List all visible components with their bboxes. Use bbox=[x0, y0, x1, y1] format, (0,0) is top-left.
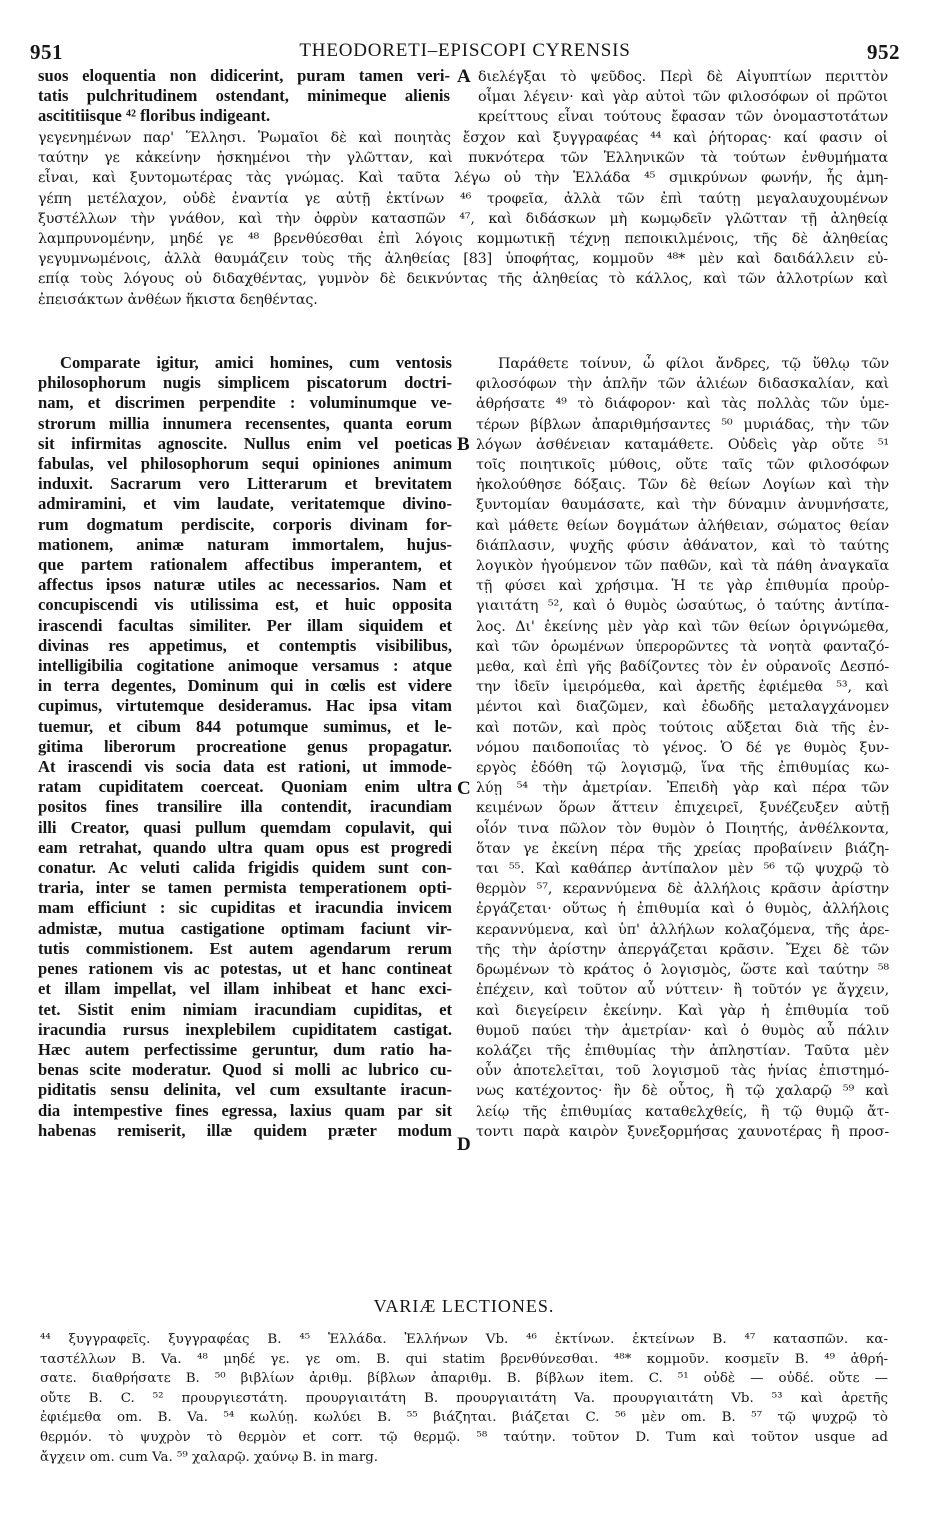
text-line: νως κατέχοντος· ἢν δὲ οὗτος, ἢ τῷ χαλαρῷ ⁵⁹ καὶ bbox=[476, 1083, 889, 1100]
column-marker-a: A bbox=[457, 66, 471, 87]
text-line: ratam cupiditatem coerceat. Quoniam enim ultra bbox=[38, 777, 452, 797]
text-line: piditatis sensu delinita, vel cum exsultante iracun- bbox=[38, 1080, 452, 1100]
page-number-left: 951 bbox=[30, 40, 63, 64]
text-line: philosophorum nugis simplicem piscatorum doctri- bbox=[38, 373, 452, 393]
text-line: nam, et discrimen perpendite : voluminumque ve- bbox=[38, 393, 452, 413]
text-line: λείῳ τῆς ἐπιθυμίας καταθελχθείς, ἢ τῷ θυμῷ ἄτ- bbox=[476, 1103, 889, 1120]
text-line: οὖν ἀποτελεῖται, τοῦ λογισμοῦ τὰς ἡνίας ἐπιστημό- bbox=[476, 1063, 889, 1080]
greek-column bbox=[476, 354, 889, 1142]
text-line: τοντι παρὰ καιρὸν ξυνεξορμήσας χαυνοτέρας ἢ προσ- bbox=[476, 1123, 889, 1140]
text-line: que partem rationalem affectibus imperantem, et bbox=[38, 555, 452, 575]
text-line: οἷόν τινα πῶλον τὸν θυμὸν ὁ Ποιητής, ἀνθέλκοντα, bbox=[476, 820, 889, 837]
text-line: tatis pulchritudinem ostendant, minimeque alienis bbox=[38, 86, 450, 106]
text-line: γιαιτάτη ⁵², καὶ ὁ θυμὸς ὡσαύτως, ὁ ταύτης ἀντίπα- bbox=[476, 598, 889, 615]
text-line: ὅταν γε ἐκείνη πέρα τῆς χρείας προβαίνειν βιάζη- bbox=[476, 840, 889, 857]
text-line: λύῃ ⁵⁴ τὴν ἀμετρίαν. Ἐπειδὴ γὰρ καὶ πέρα τῶν bbox=[476, 780, 889, 797]
text-line: θερμὸν ⁵⁷, κεραννύμενα δὲ ἀλλήλοις κρᾶσιν ἀρίστην bbox=[476, 881, 889, 898]
text-line: strorum millia innumera recensentes, quanta eorum bbox=[38, 413, 452, 433]
text-line: μέντοι καὶ διαζῶμεν, καὶ ἐδωδῆς μεταλαγχάνομεν bbox=[476, 699, 889, 716]
column-marker-d: D bbox=[457, 1134, 471, 1155]
text-line: rum dogmatum perdiscite, corporis divinam for- bbox=[38, 514, 452, 534]
note-line: ταστέλλων B. Va. ⁴⁸ μηδέ γε. γε om. B. qui statim βρενθύνεσθαι. ⁴⁸* κομμοῦν. κοσμεῖν B. ⁴⁹ ἀθρή- bbox=[40, 1351, 888, 1367]
text-line: ξυστέλλων τὴν γνάθον, καὶ τὴν ὀφρὺν κατασπῶν ⁴⁷, καὶ διδάσκων μὴ κωμῳδεῖν γλῶτταν τῇ ἀληθείᾳ bbox=[38, 210, 888, 227]
text-line: γεγυμνωμένοις, ἀλλὰ θαυμάζειν τοὺς τῆς ἀληθείας [83] ὑποφήτας, κομμοῦν ⁴⁸* μὲν καὶ δαιδάλλειν εὐ- bbox=[38, 251, 888, 268]
text-line: τῇ φύσει καὶ χρήσιμα. Ἡ τε γὰρ ἐπιθυμία προὐρ- bbox=[476, 578, 889, 595]
text-line: κολάζει τῆς ἐπιθυμίας τὴν ἀπληστίαν. Ταῦτα μὲν bbox=[476, 1042, 889, 1059]
text-line: κειμένων ὅρων ἅττειν ἐπιχειρεῖ, ξυνέζευξεν αὐτῇ bbox=[476, 800, 889, 817]
text-line: suos eloquentia non didicerint, puram tamen veri- bbox=[38, 66, 450, 85]
text-line: concupiscendi vis utilissima est, et huic opposita bbox=[38, 595, 452, 615]
top-latin-text bbox=[38, 66, 450, 127]
text-line: τοῖς ποιητικοῖς μύθοις, οὔτε ταῖς τῶν φιλοσόφων bbox=[476, 457, 889, 474]
full-width-greek-paragraph bbox=[38, 128, 888, 310]
text-line: εργὸς ἐδόθη τῷ λογισμῷ, ἵνα τῆς ἐπιθυμίας κω- bbox=[476, 760, 889, 777]
variae-lectiones-title: VARIÆ LECTIONES. bbox=[373, 1296, 555, 1316]
text-line: την ἰδεῖν ἱμειρόμεθα, καὶ ἀρετῆς ἐφιέμεθα ⁵³, καὶ bbox=[476, 679, 889, 696]
text-line: cupimus, virtutemque desideramus. Hac ipsa vitam bbox=[38, 696, 452, 716]
running-title: THEODORETI–EPISCOPI CYRENSIS bbox=[299, 40, 631, 61]
text-line: καὶ τῶν ὁρωμένων ὑπερορῶντες τὰ νοητὰ φανταζό- bbox=[476, 638, 889, 655]
note-line: σατε. διαθρήσατε B. ⁵⁰ βιβλίων ἀριθμ. βίβλων ἀπαριθμ. B. βίβλων item. C. ⁵¹ οὐδὲ — οὐδέ. οὔτε — bbox=[40, 1371, 888, 1387]
text-line: irascendi facultas similiter. Per illam siquidem et bbox=[38, 615, 452, 635]
text-line: γεγενημένων παρ' Ἕλλησι. Ῥωμαῖοι δὲ καὶ ποιητὰς ἔσχον καὶ ξυγγραφέας ⁴⁴ καὶ ῥήτορας· καί φασιν οἱ bbox=[38, 130, 888, 146]
text-line: ἀθρήσατε ⁴⁹ τὸ διάφορον· καὶ τὰς πολλὰς τῶν ὑμε- bbox=[476, 396, 889, 413]
text-line: Παράθετε τοίνυν, ὦ φίλοι ἄνδρες, τῷ ὕθλῳ τῶν bbox=[498, 356, 889, 372]
text-line: δρωμένων τὸ κράτος ὁ λογισμὸς, ὥστε καὶ ταύτην ⁵⁸ bbox=[476, 962, 889, 979]
text-line: καὶ ποτῶν, καὶ πρὸς τούτοις αὔξεται διὰ τῆς ἐν- bbox=[476, 719, 889, 736]
text-line: Comparate igitur, amici homines, cum ventosis bbox=[60, 353, 452, 372]
text-line: ἐργάζεται· οὕτως ἡ ἐπιθυμία καὶ ὁ θυμὸς, ἀλλήλοις bbox=[476, 901, 889, 918]
top-greek-text bbox=[478, 67, 888, 128]
note-line: ⁴⁴ ξυγγραφεῖς. ξυγγραφέας B. ⁴⁵ Ἑλλάδα. Ἑλλήνων Vb. ⁴⁶ ἐκτίνων. ἐκτείνων B. ⁴⁷ κατασπῶν. κα- bbox=[40, 1332, 888, 1347]
text-line: τῆς τὴν ἀρίστην ἀπεργάζεται κρᾶσιν. Ἔχει δὲ τῶν bbox=[476, 941, 889, 958]
page-header bbox=[30, 40, 900, 66]
text-line: ἐπεισάκτων ἀνθέων ἥκιστα δεηθέντας. bbox=[38, 291, 318, 308]
text-line: induxit. Sacrarum vero Litterarum et brevitatem bbox=[38, 474, 452, 494]
text-line: ascititiisque ⁴² floribus indigeant. bbox=[38, 106, 271, 126]
text-line: eam retrahat, quando ultra quam opus est progredi bbox=[38, 837, 452, 857]
text-line: conatur. Ac veluti calida frigidis quidem sunt con- bbox=[38, 858, 452, 878]
text-line: διελέγξαι τὸ ψεῦδος. Περὶ δὲ Αἰγυπτίων περιττὸν bbox=[478, 69, 888, 85]
text-line: positos fines transilire illa contendit, iracundiam bbox=[38, 797, 452, 817]
column-marker-c: C bbox=[457, 778, 471, 799]
text-line: ται ⁵⁵. Καὶ καθάπερ ἀντίπαλον μὲν ⁵⁶ τῷ ψυχρῷ τὸ bbox=[476, 861, 889, 878]
text-line: μεθα, καὶ ἐπὶ γῆς βαδίζοντες τὸν ἐν οὐρανοῖς Δεσπό- bbox=[476, 659, 889, 676]
text-line: fabulas, vel philosophorum sequi opiniones animum bbox=[38, 454, 452, 474]
text-line: habenas remiserit, illæ quidem præter modum bbox=[38, 1120, 452, 1140]
text-line: mationem, animæ naturam immortalem, hujus- bbox=[38, 534, 452, 554]
text-line: Hæc autem perfectissime geruntur, dum ratio ha- bbox=[38, 1039, 452, 1059]
text-line: επίᾳ τοὺς λόγους οὐ διδαχθέντας, γυμνὸν δὲ δεικνύντας τῆς ἀληθείας τὸ κάλλος, καὶ τῶν ἀλλοτρίων καὶ bbox=[38, 271, 888, 288]
text-line: gitima liberorum procreatione genus propagatur. bbox=[38, 736, 452, 756]
text-line: καὶ μάθετε θείων δογμάτων ἀλήθειαν, σώματος θείαν bbox=[476, 517, 889, 534]
text-line: in terra degentes, Dominum qui in cœlis est videre bbox=[38, 676, 452, 696]
text-line: ἠκολούθησε δόξαις. Τῶν δὲ θείων Λογίων καὶ τὴν bbox=[476, 477, 889, 494]
text-line: affectus ipsos naturæ utiles ac necessarios. Nam et bbox=[38, 575, 452, 595]
text-line: iracundia rursus inexplebilem cupiditatem castigat. bbox=[38, 1019, 452, 1039]
text-line: θυμοῦ παύει τὴν ἀμετρίαν· καὶ ὁ θυμὸς αὖ πάλιν bbox=[476, 1022, 889, 1039]
note-line: ἄγχειν om. cum Va. ⁵⁹ χαλαρῷ. χαύνῳ B. in marg. bbox=[40, 1449, 379, 1465]
text-line: intelligibilia cogitatione animoque versamus : atque bbox=[38, 656, 452, 676]
text-line: admistæ, mutua castigatione optimam faciunt vir- bbox=[38, 918, 452, 938]
text-line: traria, inter se tamen permista temperationem opti- bbox=[38, 878, 452, 898]
text-line: νόμου παιδοποιΐας τὸ γένος. Ὁ δέ γε θυμὸς ξυν- bbox=[476, 739, 889, 756]
text-line: ξυντομίαν θαυμάσατε, καὶ τὴν δύναμιν ἀνυμνήσατε, bbox=[476, 497, 889, 514]
text-line: ἐπέχειν, καὶ τοῦτον αὖ νύττειν· ἢ τοῦτόν γε ἄγχειν, bbox=[476, 982, 889, 999]
text-line: οἶμαι λέγειν· καὶ γὰρ αὐτοὶ τῶν φιλοσόφων οἱ πρῶτοι bbox=[478, 89, 888, 106]
text-line: At irascendi vis socia data est rationi, ut immode- bbox=[38, 757, 452, 777]
variant-readings-notes bbox=[40, 1330, 888, 1467]
note-line: ἐφιέμεθα om. B. Va. ⁵⁴ κωλύῃ. κωλύει B. ⁵⁵ βιάζηται. βιάζεται C. ⁵⁶ μὲν om. B. ⁵⁷ τῷ ψυχρῷ τὸ bbox=[40, 1410, 888, 1426]
text-line: tutis commistionem. Est autem agendarum rerum bbox=[38, 938, 452, 958]
text-line: tuemur, et cibum 844 potumque sumimus, et le- bbox=[38, 716, 452, 736]
text-line: admiramini, et vim laudate, veritatemque divino- bbox=[38, 494, 452, 514]
text-line: καὶ διεγείρειν ἐκείνην. Καὶ γὰρ ἡ ἐπιθυμία τοῦ bbox=[476, 1002, 889, 1019]
text-line: ταύτην γε κἀκείνην ἠσκημένοι τὴν γλῶτταν, καὶ πυκνότερα τῶν Ἑλληνικῶν τὰ τούτων ἐνθυμήματα bbox=[38, 150, 888, 167]
latin-column bbox=[38, 353, 452, 1141]
text-line: et illam impellat, vel illam inhibeat et hanc exci- bbox=[38, 979, 452, 999]
text-line: κεραννύμενα, καὶ ὑπ' ἀλλήλων κολαζόμενα, τῆς ἀρε- bbox=[476, 921, 889, 938]
text-line: λαμπρυνομένην, μηδέ γε ⁴⁸ βρενθύεσθαι ἐπὶ λόγοις κομμωτικῇ τέχνῃ πεποικιλμένοις, τῆς δὲ ἀληθείας bbox=[38, 231, 888, 248]
text-line: λος. Δι' ἐκείνης μὲν γὰρ καὶ τῶν θείων ὀριγνώμεθα, bbox=[476, 618, 889, 635]
text-line: λόγων ἀσθένειαν καταμάθετε. Οὐδεὶς γὰρ οὔτε ⁵¹ bbox=[476, 436, 889, 453]
note-line: θερμόν. τὸ ψυχρὸν τὸ θερμὸν et corr. τῷ θερμῷ. ⁵⁸ ταύτην. τοῦτον D. Tum καὶ τοῦτον usque ad bbox=[40, 1429, 888, 1445]
text-line: κρείττους εἶναι τούτους ἔφασαν τῶν ὀνομαστοτάτων bbox=[478, 109, 888, 126]
text-line: λογικὸν ἡγούμενον τῶν παθῶν, καὶ τὰ πάθη ἀναγκαῖα bbox=[476, 558, 889, 575]
text-line: penes rationem vis ac potestas, ut et hanc contineat bbox=[38, 959, 452, 979]
text-line: γέπη μετέλαχον, οὐδὲ ἐναντία γε αὐτῇ ἐκτίνων ⁴⁶ τροφεῖα, ἀλλὰ τῶν ἐπὶ ταύτῃ μεγαλαυχουμένων bbox=[38, 190, 888, 207]
text-line: τέρων βίβλων ἀπαριθμήσαντες ⁵⁰ μυριάδας, τὴν τῶν bbox=[476, 416, 889, 433]
text-line: tet. Sistit enim nimiam iracundiam cupiditas, et bbox=[38, 999, 452, 1019]
text-line: dia intempestive fines egressa, laxius quam par sit bbox=[38, 1100, 452, 1120]
text-line: εἶναι, καὶ ξυντομωτέρας τὰς γνώμας. Καὶ ταῦτα λέγω οὐ τὴν Ἑλλάδα ⁴⁵ σμικρύνων φωνήν, ἧς ἀμη- bbox=[38, 170, 888, 187]
page-number-right: 952 bbox=[867, 40, 900, 64]
text-line: benas scite moderatur. Quod si molli ac lubrico cu- bbox=[38, 1060, 452, 1080]
note-line: οὔτε B. C. ⁵² προυργιεστάτη. προυργιαιτάτη B. προυργιαιτάτη Va. προυργιαιτάτη Vb. ⁵³ καὶ ἀρετῆς bbox=[40, 1390, 888, 1406]
text-line: διάπλασιν, ψυχῆς φύσιν ἀθάνατον, καὶ τὸ ταύτης bbox=[476, 537, 889, 554]
column-marker-b: B bbox=[457, 434, 470, 455]
text-line: illi Creator, quasi pullum quemdam copulavit, qui bbox=[38, 817, 452, 837]
text-line: sit infirmitas agnoscite. Nullus enim vel poeticas bbox=[38, 433, 452, 453]
text-line: φιλοσόφων τὴν ἁπλῆν τῶν ἁλιέων διδασκαλίαν, καὶ bbox=[476, 376, 889, 393]
text-line: divinas res appetimus, et contemptis visibilibus, bbox=[38, 635, 452, 655]
text-line: mam efficiunt : sic cupiditas et iracundia invicem bbox=[38, 898, 452, 918]
